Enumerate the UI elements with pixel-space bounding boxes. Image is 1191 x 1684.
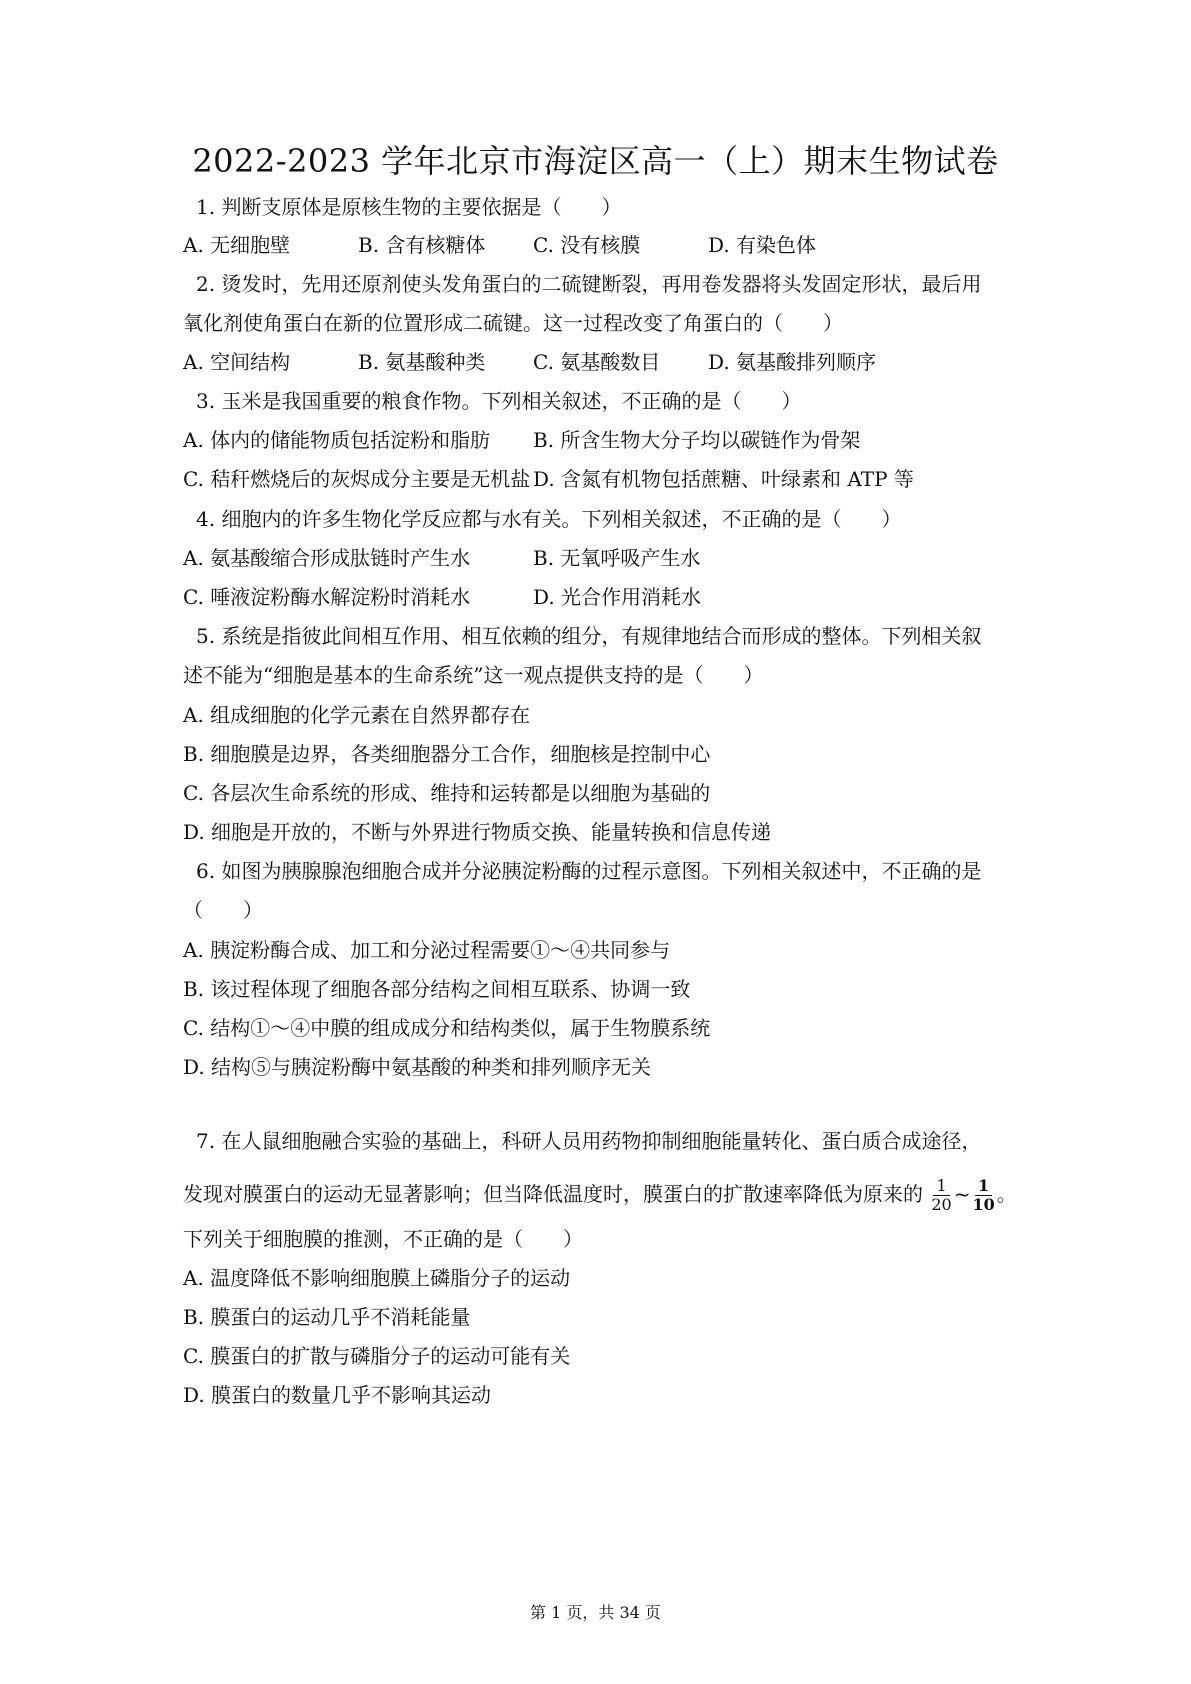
q3-option-b: B. 所含生物大分子均以碳链作为骨架: [533, 428, 861, 452]
q7-option-d: D. 膜蛋白的数量几乎不影响其运动: [183, 1383, 492, 1407]
fraction-one-tenth: [972, 1177, 994, 1214]
q6-option-c: C. 结构①～④中膜的组成成分和结构类似，属于生物膜系统: [183, 1016, 711, 1040]
q1-option-d: D. 有染色体: [708, 233, 817, 257]
q5-option-c: C. 各层次生命系统的形成、维持和运转都是以细胞为基础的: [183, 781, 711, 805]
q2-option-a: A. 空间结构: [183, 350, 291, 374]
q5-option-a: A. 组成细胞的化学元素在自然界都存在: [183, 703, 531, 727]
question-7-stem-line3: 下列关于细胞膜的推测，不正确的是（ ）: [183, 1227, 583, 1251]
q2-option-b: B. 氨基酸种类: [358, 350, 486, 374]
q2-option-d: D. 氨基酸排列顺序: [708, 350, 877, 374]
question-7-stem-line2-text: 发现对膜蛋白的运动无显著影响；但当降低温度时，膜蛋白的扩散速率降低为原来的: [183, 1182, 923, 1206]
question-1-stem: 1. 判断支原体是原核生物的主要依据是（ ）: [196, 195, 622, 219]
q4-option-a: A. 氨基酸缩合形成肽链时产生水: [183, 546, 471, 570]
q7-option-b: B. 膜蛋白的运动几乎不消耗能量: [183, 1305, 471, 1329]
question-3-stem: 3. 玉米是我国重要的粮食作物。下列相关叙述，不正确的是（ ）: [196, 389, 802, 413]
question-7-stem-line1: 7. 在人鼠细胞融合实验的基础上，科研人员用药物抑制细胞能量转化、蛋白质合成途径，: [196, 1129, 982, 1153]
fraction-1-numerator: 1: [933, 1177, 949, 1196]
question-2-stem-line2: 氧化剂使角蛋白在新的位置形成二硫键。这一过程改变了角蛋白的（ ）: [183, 311, 843, 335]
question-6-stem-line2: （ ）: [183, 898, 263, 922]
question-4-stem: 4. 细胞内的许多生物化学反应都与水有关。下列相关叙述，不正确的是（ ）: [196, 507, 902, 531]
q1-option-b: B. 含有核糖体: [358, 233, 486, 257]
question-7-stem-line2: 发现对膜蛋白的运动无显著影响；但当降低温度时，膜蛋白的扩散速率降低为原来的 $\frac{1}{20}$ ~ $\frac{1}{10}$ 。: [183, 1176, 1017, 1214]
q3-option-d: D. 含氮有机物包括蔗糖、叶绿素和 ATP 等: [533, 467, 914, 491]
fraction-1-denominator: 20: [931, 1195, 952, 1214]
question-6-stem-line1: 6. 如图为胰腺腺泡细胞合成并分泌胰淀粉酶的过程示意图。下列相关叙述中，不正确的是: [196, 859, 982, 883]
fraction-one-twentieth: [931, 1177, 951, 1214]
q2-option-c: C. 氨基酸数目: [533, 350, 661, 374]
q5-option-d: D. 细胞是开放的，不断与外界进行物质交换、能量转换和信息传递: [183, 820, 772, 844]
question-2-stem-line1: 2. 烫发时，先用还原剂使头发角蛋白的二硫键断裂，再用卷发器将头发固定形状，最后用: [196, 272, 982, 296]
page-footer: 第 1 页，共 34 页: [530, 1603, 661, 1622]
q6-option-d: D. 结构⑤与胰淀粉酶中氨基酸的种类和排列顺序无关: [183, 1055, 652, 1079]
q1-option-a: A. 无细胞壁: [183, 233, 291, 257]
question-5-stem-line1: 5. 系统是指彼此间相互作用、相互依赖的组分，有规律地结合而形成的整体。下列相关叙: [196, 624, 982, 648]
q3-option-a: A. 体内的储能物质包括淀粉和脂肪: [183, 428, 491, 452]
q4-option-b: B. 无氧呼吸产生水: [533, 546, 701, 570]
q4-option-d: D. 光合作用消耗水: [533, 585, 702, 609]
fraction-2-denominator: 10: [972, 1195, 995, 1214]
q7-option-a: A. 温度降低不影响细胞膜上磷脂分子的运动: [183, 1266, 571, 1290]
q3-option-c: C. 秸秆燃烧后的灰烬成分主要是无机盐: [183, 467, 531, 491]
q6-option-b: B. 该过程体现了细胞各部分结构之间相互联系、协调一致: [183, 977, 691, 1001]
fraction-tail: 。: [996, 1182, 1017, 1206]
q1-option-c: C. 没有核膜: [533, 233, 641, 257]
q6-option-a: A. 胰淀粉酶合成、加工和分泌过程需要①～④共同参与: [183, 938, 671, 962]
q5-option-b: B. 细胞膜是边界，各类细胞器分工合作，细胞核是控制中心: [183, 742, 711, 766]
page-title: 2022-2023 学年北京市海淀区高一（上）期末生物试卷: [192, 142, 999, 180]
q4-option-c: C. 唾液淀粉酶水解淀粉时消耗水: [183, 585, 471, 609]
question-5-stem-line2: 述不能为“细胞是基本的生命系统”这一观点提供支持的是（ ）: [183, 663, 764, 687]
q7-option-c: C. 膜蛋白的扩散与磷脂分子的运动可能有关: [183, 1344, 571, 1368]
fraction-2-numerator: 1: [975, 1177, 992, 1196]
